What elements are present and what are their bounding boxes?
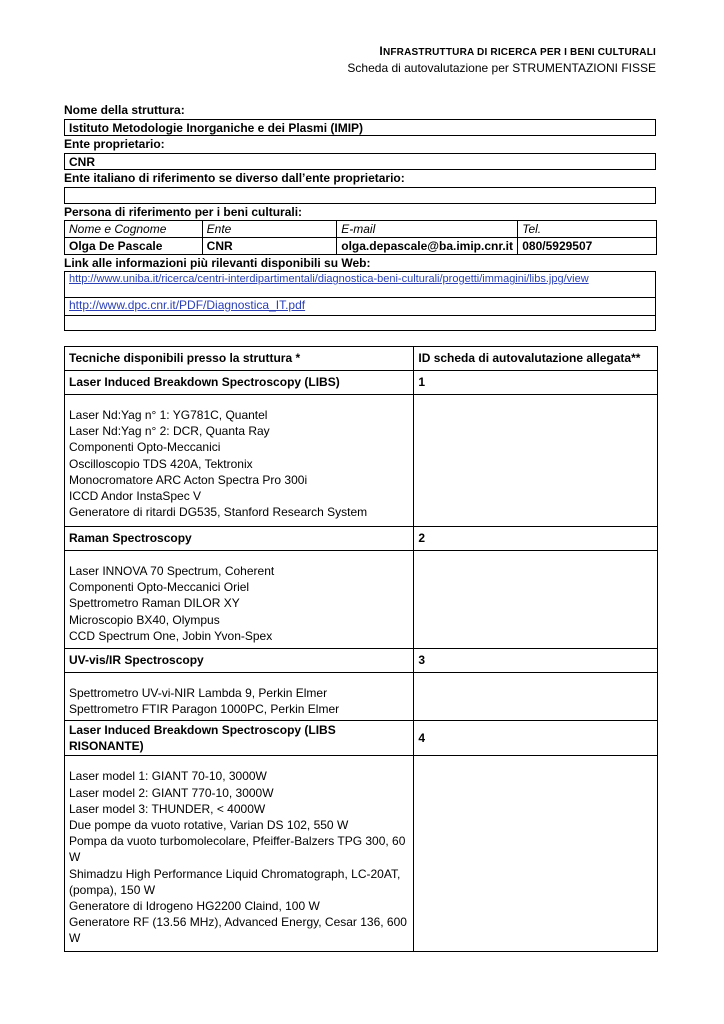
technique-row-raman <box>65 527 658 551</box>
technique-id: 3 <box>414 649 658 673</box>
equipment-item: Laser Nd:Yag n° 1: YG781C, Quantel <box>69 408 268 422</box>
persona-header-row <box>65 221 657 238</box>
persona-label: Persona di riferimento per i beni culturali: <box>64 205 303 219</box>
techniques-header-name: Tecniche disponibili presso la struttura * <box>65 347 414 371</box>
persona-nome: Olga De Pascale <box>65 238 203 255</box>
equipment-item: Laser INNOVA 70 Spectrum, Coherent <box>69 564 275 578</box>
techniques-table <box>64 346 658 952</box>
struttura-field: Istituto Metodologie Inorganiche e dei Plasmi (IMIP) <box>64 119 656 136</box>
links-label: Link alle informazioni più rilevanti disponibili su Web: <box>64 256 371 270</box>
technique-name: Laser Induced Breakdown Spectroscopy (LIBS RISONANTE) <box>65 721 414 756</box>
persona-tel: 080/5929507 <box>518 238 657 255</box>
equipment-list <box>65 673 414 721</box>
equipment-item: ICCD Andor InstaSpec V <box>69 489 202 504</box>
equipment-item: Componenti Opto-Meccanici Oriel <box>69 580 250 595</box>
persona-ente: CNR <box>202 238 337 255</box>
link-empty <box>65 316 656 331</box>
technique-name: UV-vis/IR Spectroscopy <box>65 649 414 673</box>
equipment-item: CCD Spectrum One, Jobin Yvon-Spex <box>69 628 273 643</box>
technique-name: Raman Spectroscopy <box>65 527 414 551</box>
ente-italiano-label: Ente italiano di riferimento se diverso dall’ente proprietario: <box>64 171 405 185</box>
techniques-header-row <box>65 347 658 371</box>
document-header-title: INFRASTRUTTURA DI RICERCA PER I BENI CULTURALI <box>379 44 656 58</box>
equipment-item: Generatore RF (13.56 MHz), Advanced Energy, Cesar 136, 600 W <box>69 915 407 946</box>
equipment-row-libs <box>65 395 658 527</box>
equipment-item: Monocromatore ARC Acton Spectra Pro 300i <box>69 472 308 487</box>
equipment-item: Laser Nd:Yag n° 2: DCR, Quanta Ray <box>69 424 270 439</box>
equipment-item: Microscopio BX40, Olympus <box>69 612 220 627</box>
equipment-item: Laser model 2: GIANT 770-10, 3000W <box>69 785 274 800</box>
equipment-item: Oscilloscopio TDS 420A, Tektronix <box>69 456 253 471</box>
persona-email: olga.depascale@ba.imip.cnr.it <box>337 238 518 255</box>
ente-italiano-field <box>64 187 656 204</box>
equipment-row-raman <box>65 551 658 649</box>
ente-label: Ente proprietario: <box>64 137 165 151</box>
technique-name: Laser Induced Breakdown Spectroscopy (LIBS) <box>65 371 414 395</box>
equipment-item: Laser model 1: GIANT 70-10, 3000W <box>69 769 267 784</box>
ente-field: CNR <box>64 153 656 170</box>
persona-header-nome: Nome e Cognome <box>65 221 203 238</box>
link-dpc[interactable]: http://www.dpc.cnr.it/PDF/Diagnostica_IT.pdf <box>65 298 656 316</box>
equipment-item: Generatore di Idrogeno HG2200 Claind, 100 W <box>69 899 320 914</box>
link-uniba[interactable]: http://www.uniba.it/ricerca/centri-interdipartimentali/diagnostica-beni-culturali/progetti/immagini/libs.jpg/view <box>65 272 656 298</box>
equipment-item: Spettrometro Raman DILOR XY <box>69 596 240 611</box>
equipment-item: Pompa da vuoto turbomolecolare, Pfeiffer-Balzers TPG 300, 60 W <box>69 834 406 865</box>
equipment-item: Generatore di ritardi DG535, Stanford Research System <box>69 505 368 520</box>
document-header-subtitle: Scheda di autovalutazione per STRUMENTAZIONI FISSE <box>347 61 656 75</box>
equipment-item: Spettrometro FTIR Paragon 1000PC, Perkin Elmer <box>69 702 340 717</box>
equipment-list <box>65 551 414 649</box>
equipment-item: Spettrometro UV-vi-NIR Lambda 9, Perkin Elmer <box>69 686 328 700</box>
persona-header-email: E-mail <box>337 221 518 238</box>
persona-value-row <box>65 238 657 255</box>
equipment-item: Componenti Opto-Meccanici <box>69 440 221 455</box>
equipment-item: Due pompe da vuoto rotative, Varian DS 102, 550 W <box>69 818 349 833</box>
persona-table <box>64 220 657 255</box>
technique-row-libs <box>65 371 658 395</box>
technique-row-uvvis <box>65 649 658 673</box>
technique-row-libs-risonante <box>65 721 658 756</box>
technique-id: 2 <box>414 527 658 551</box>
equipment-row-uvvis <box>65 673 658 721</box>
persona-header-tel: Tel. <box>518 221 657 238</box>
equipment-row-libs-risonante <box>65 756 658 952</box>
equipment-list <box>65 756 414 952</box>
technique-id: 4 <box>414 721 658 756</box>
techniques-header-id: ID scheda di autovalutazione allegata** <box>414 347 658 371</box>
struttura-label: Nome della struttura: <box>64 103 185 117</box>
equipment-item: Laser model 3: THUNDER, < 4000W <box>69 801 266 816</box>
persona-header-ente: Ente <box>202 221 337 238</box>
equipment-list <box>65 395 414 527</box>
links-table <box>64 271 656 331</box>
technique-id: 1 <box>414 371 658 395</box>
equipment-item: Shimadzu High Performance Liquid Chromatograph, LC-20AT, (pompa), 150 W <box>69 866 401 897</box>
